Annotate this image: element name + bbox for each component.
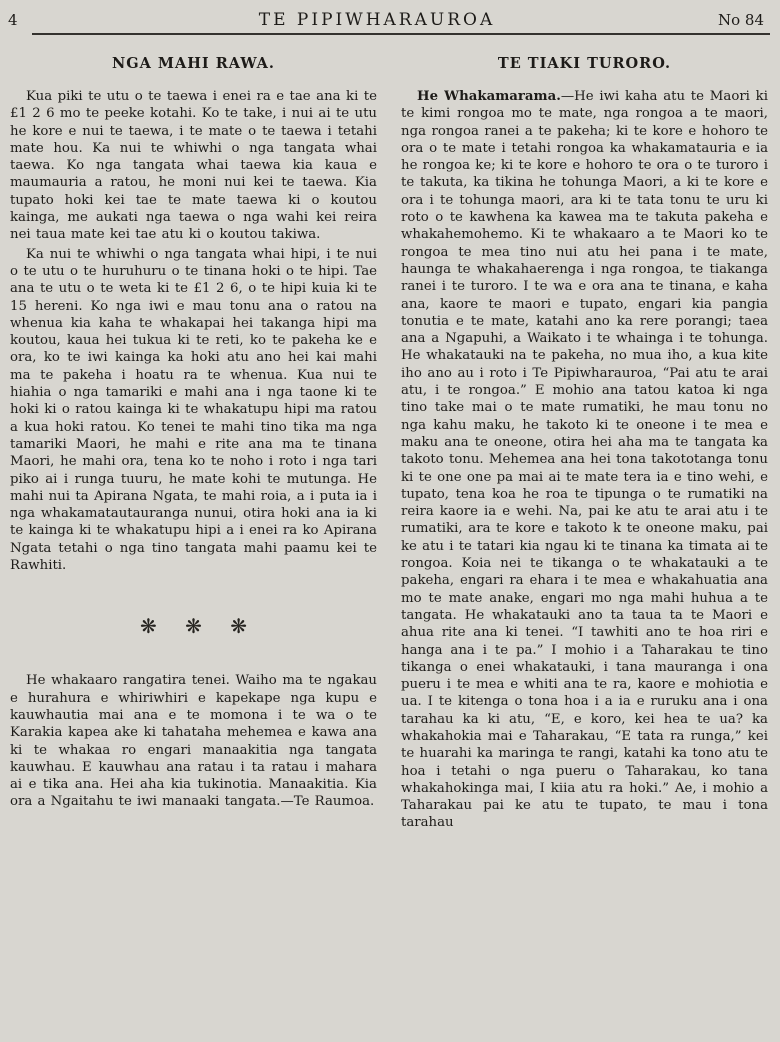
paragraph: He whakaaro rangatira tenei. Waiho ma te ngakau e hurahura e whiriwhiri e kapekape nga kupu e kauwhautia mai ana e te momona i te wa o te Karakia kapea ake ki tahataha mehemea e kawa ana ki te whakaa ro engari manaakitia nga tangata kauwhau. E kauwhau ana ratau i ta ratau i mahara ai e tika ana. Hei aha kia tukinotia. Manaakitia. Kia ora a Ngaitahu te iwi manaaki tangata.—Te Raumoa.: [10, 673, 377, 810]
issue-number: No 84: [717, 11, 764, 29]
right-column: [401, 45, 768, 832]
article-heading-nga-mahi-rawa: NGA MAHI RAWA.: [111, 55, 275, 72]
page-number: 4: [8, 11, 18, 29]
paragraph-body: —He iwi kaha atu te Maori ki te kimi rongoa mo te mate, nga rongoa a te maori, nga rongoa ranei a te pakeha; ki te kore e hohoro te ora o te mate i tetahi rongoa ka whakamatauria e ia he rongoa ke; ki te kore e hohoro te ora o te turoro i te takuta, ka tikina he tohunga Maori, a ki te kore e ora i te tohunga maori, ara ki te tata tonu te uru ki roto o te kawhena ka kawea ma te takuta pakeha e whakahemohemo. Ki te whakaaro a te Maori ko te rongoa te mea tino nui atu hei pana i te mate, haunga te whakahaerenga i nga rongoa, te tiakanga ranei i te turoro. I te wa e ora ana te tinana, e kaha ana, kaore te maori e tupato, engari kia pangia tonutia e te mate, katahi ano ka rere porangi; taea ana a Ngapuhi, a Waikato i te whainga i te tohunga. He whakatauki na te pakeha, no mua iho, a kua kite iho ano au i roto i Te Pipiwharauroa, “Pai atu te arai atu, i te rongoa.” E mohio ana tatou katoa ki nga tino take mai o te mate rumatiki, he mau tonu no nga kahu maku, he takoto ki te oneone i te mea e maku ana te oneone, otira hei aha ma te tangata ka takoto tonu. Mehemea ana hei tona takototanga tonu ki te one one pa mai ai te mate tera ia e tino wehi, e tupato, tena koa he roa te tipunga o te rumatiki na reira kaore ia e wehi. Na, pai ke atu te arai atu i te rumatiki, ara te kore e takoto k te oneone maku, pai ke atu i te tatari kia ngau ki te tinana ka timata ai te rongoa. Koia nei te tikanga o te whakatauki a te pakeha, engari ra ehara i te mea e whakahuatia ana mo te mate anake, engari mo nga mahi huhua a te tangata. He whakatauki ano ta taua ta te Maori e ahua rite ana ki tenei. “I tawhiti ano te hoa riri e hanga ana i te pa.” I mohio i a Taharakau te tino tikanga o enei whakatauki, i tana mauranga i ona pueru i te mea e whiti ana te ra, kaore e mohiotia e ua. I te kitenga o tona hoa i a ia e ruruku ana i ona tarahau ka ki atu, “E, e koro, kei hea te ua? ka whakahokia mai e Taharakau, “E tata ra runga,” kei te huarahi ka maringa te rangi, katahi ka tono atu te hoa i tetahi o nga pueru o Taharakau, ko tana whakahokinga mai, I kiia atu ra hoki.” Ae, i mohio a Taharakau pai ke atu te tupato, te mau i tona tarahau: [401, 89, 769, 831]
publication-title: TE PIPIWHARAUROA: [258, 10, 496, 30]
article-heading-te-tiaki-turoro: TE TIAKI TURORO.: [497, 55, 672, 72]
paragraph: Kua piki te utu o te taewa i enei ra e tae ana ki te £1 2 6 mo te peeke kotahi. Ko te take, i nui ai te utu he kore e nui te taewa, i te mate o te taewa i tetahi mate hou. Ka nui te whiwhi o nga tangata whai taewa. Ko nga tangata whai taewa kia kaua e maumauria a ratou, he moni nui kei te taewa. Kia tupato hoki kei tae te mate taewa ki o koutou kainga, me aukati nga taewa o nga wahi kei reira nei taua mate kei tae atu ki o koutou takiwa.: [10, 89, 377, 243]
paragraph-lead-in: He Whakamarama.: [417, 89, 561, 104]
masthead-rule: [32, 33, 770, 35]
section-divider-ornament: ❋ ❋ ❋: [140, 614, 247, 639]
column-layout: [6, 43, 772, 832]
paragraph: [401, 88, 768, 832]
left-column: [10, 45, 377, 832]
masthead: [6, 6, 772, 30]
paragraph: Ka nui te whiwhi o nga tangata whai hipi, i te nui o te utu o te huruhuru o te tinana hoki o te hipi. Tae ana te utu o te weta ki te £1 2 6, o te hipi kuia ki te 15 hereni. Ko nga iwi e mau tonu ana o ratou na whenua kia kaha te whakapai hei takanga hipi ma koutou, kaua hei tukua ki te reti, ko te pakeha ke e ora, ko te iwi kainga ka hoki atu ano hei kai mahi ma te pakeha i hoatu ra te whenua. Kua nui te hiahia o nga tamariki e mahi ana i nga taone ki te hoki ki o ratou kainga ki te whakatupu hipi ma ratou a kua hoki ratou. Ko tenei te mahi tino tika ma nga tamariki Maori, he mahi e rite ana ma te tinana Maori, he mahi ora, tena ko te noho i roto i nga tari piko ai i runga tuuru, he mate kohi te mutunga. He mahi nui ta Apirana Ngata, te mahi roia, a i puta ia i nga whakamatautauranga nunui, otira hoki ana ia ki te kainga ki te whakatupu hipi a i enei ra ko Apirana Ngata tetahi o nga tino tangata mahi paamu kei te Rawhiti.: [10, 246, 377, 574]
